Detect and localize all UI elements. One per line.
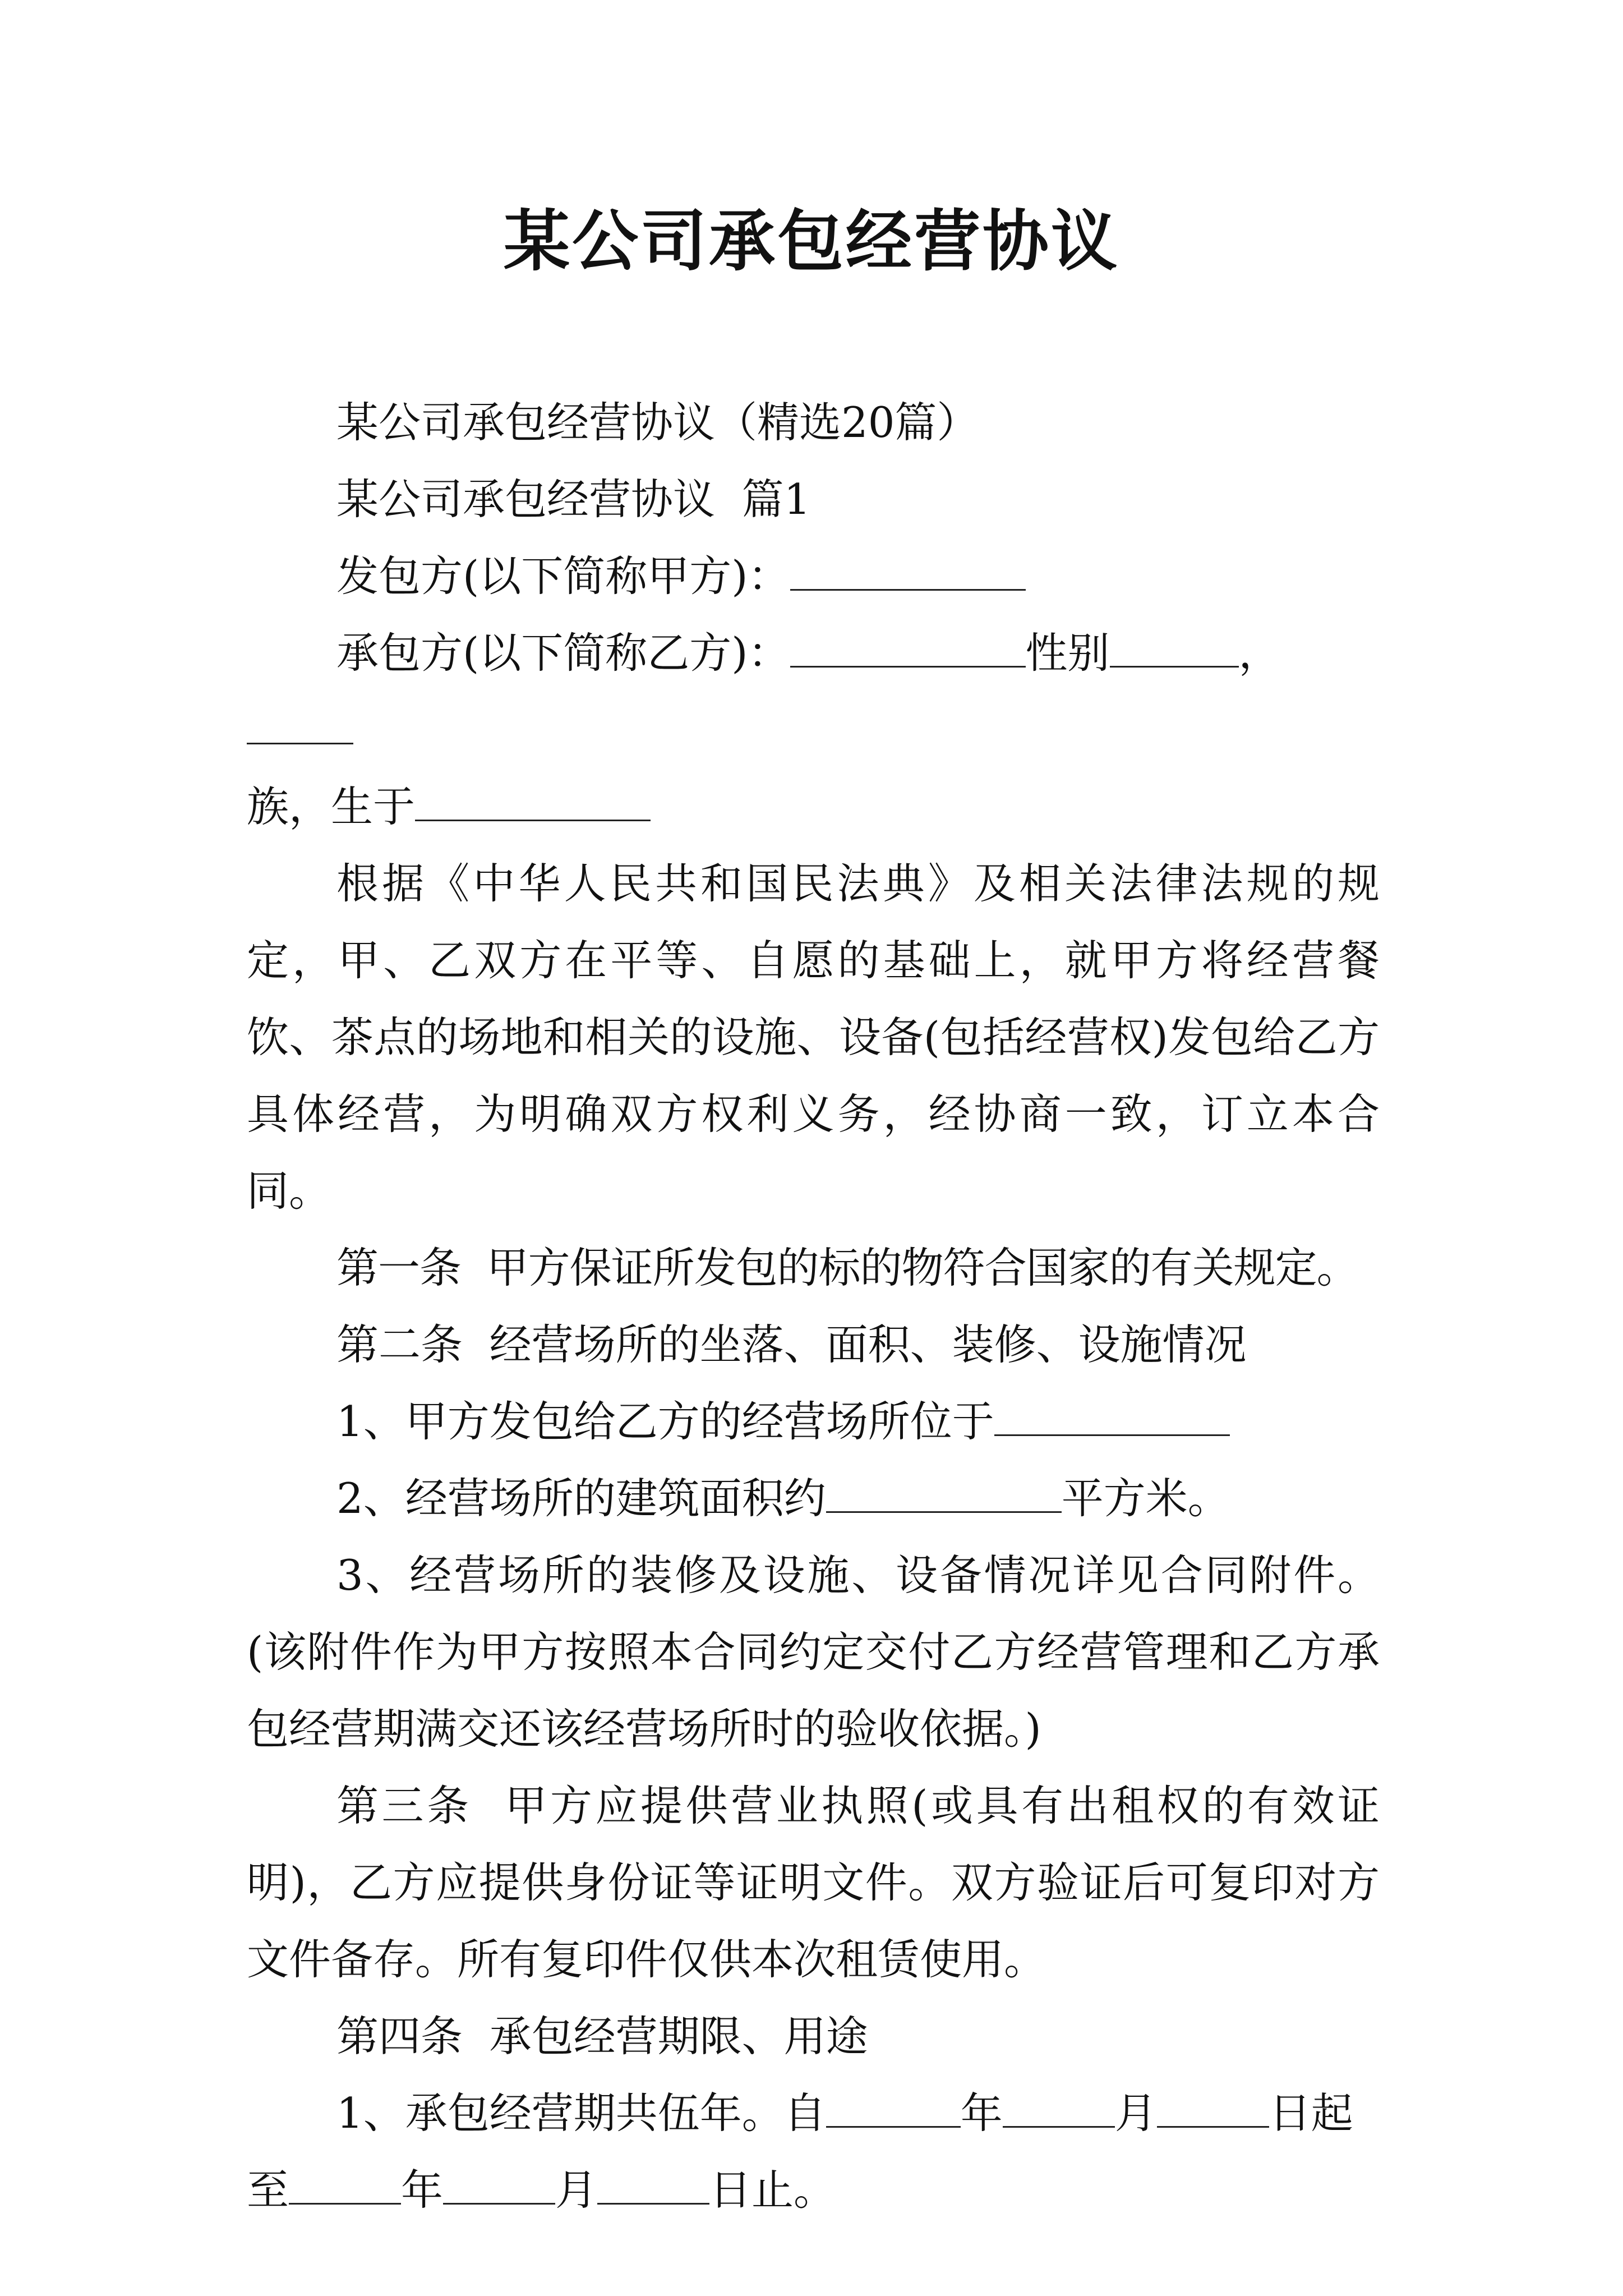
party-b-line xyxy=(247,615,1380,769)
area-blank xyxy=(826,1474,1062,1513)
article-4: 第四条 承包经营期限、用途 xyxy=(336,2012,868,2061)
start-month-label: 月 xyxy=(1114,2088,1157,2138)
ethnicity-blank xyxy=(247,706,353,744)
party-a-blank xyxy=(790,552,1026,591)
term-label: 1、承包经营期共伍年。自 xyxy=(336,2088,826,2138)
start-year-blank xyxy=(826,2089,961,2128)
ethnicity-label: 族，生于 xyxy=(247,782,416,831)
end-year-blank xyxy=(289,2166,401,2205)
location-blank xyxy=(994,1397,1230,1436)
document-subtitle: 某公司承包经营协议（精选20篇） xyxy=(336,398,979,447)
article-1: 第一条 甲方保证所发包的标的物符合国家的有关规定。 xyxy=(336,1243,1358,1292)
start-day-label: 日起 xyxy=(1269,2088,1353,2138)
area-label: 2、经营场所的建筑面积约 xyxy=(336,1474,826,1523)
ethnicity-line xyxy=(247,769,1380,845)
party-b-label: 承包方(以下简称乙方)： xyxy=(336,628,790,678)
party-a-label: 发包方(以下简称甲方)： xyxy=(336,551,790,601)
location-label: 1、甲方发包给乙方的经营场所位于 xyxy=(336,1397,994,1446)
party-a-line xyxy=(247,538,1380,615)
end-year-label: 年 xyxy=(401,2165,444,2215)
article-4-item-1 xyxy=(247,2075,1380,2152)
start-month-blank xyxy=(1003,2089,1115,2128)
article-2-item-3: 3、经营场所的装修及设施、设备情况详见合同附件。(该附件作为甲方按照本合同约定交付乙方经营管理和乙方承包经营期满交还该经营场所时的验收依据。) xyxy=(247,1550,1380,1754)
document-title: 某公司承包经营协议 xyxy=(503,202,1119,280)
end-day-blank xyxy=(597,2166,709,2205)
article-4-item-1-end xyxy=(247,2152,1380,2229)
comma-mark: ， xyxy=(1238,628,1281,678)
to-label: 至 xyxy=(247,2165,289,2215)
party-b-name-blank xyxy=(790,629,1026,668)
gender-blank xyxy=(1110,629,1239,668)
gender-label: 性别 xyxy=(1025,628,1110,678)
end-month-blank xyxy=(443,2166,555,2205)
article-2-item-2 xyxy=(247,1460,1380,1537)
article-2: 第二条 经营场所的坐落、面积、装修、设施情况 xyxy=(336,1320,1247,1369)
article-2-item-1 xyxy=(247,1383,1380,1460)
end-day-label: 日止。 xyxy=(709,2165,836,2215)
article-3: 第三条 甲方应提供营业执照(或具有出租权的有效证明)，乙方应提供身份证等证明文件。双方验证后可复印对方文件备存。所有复印件仅供本次租赁使用。 xyxy=(247,1781,1380,1984)
start-day-blank xyxy=(1157,2089,1269,2128)
section-heading: 某公司承包经营协议 篇1 xyxy=(336,475,811,524)
birth-blank xyxy=(415,783,651,821)
document-body xyxy=(247,384,1380,2229)
end-month-label: 月 xyxy=(555,2165,598,2215)
preamble-paragraph: 根据《中华人民共和国民法典》及相关法律法规的规定，甲、乙双方在平等、自愿的基础上，就甲方将经营餐饮、茶点的场地和相关的设施、设备(包括经营权)发包给乙方具体经营，为明确双方权利义务，经协商一致，订立本合同。 xyxy=(247,859,1380,1216)
start-year-label: 年 xyxy=(960,2088,1003,2138)
area-unit: 平方米。 xyxy=(1061,1474,1230,1523)
